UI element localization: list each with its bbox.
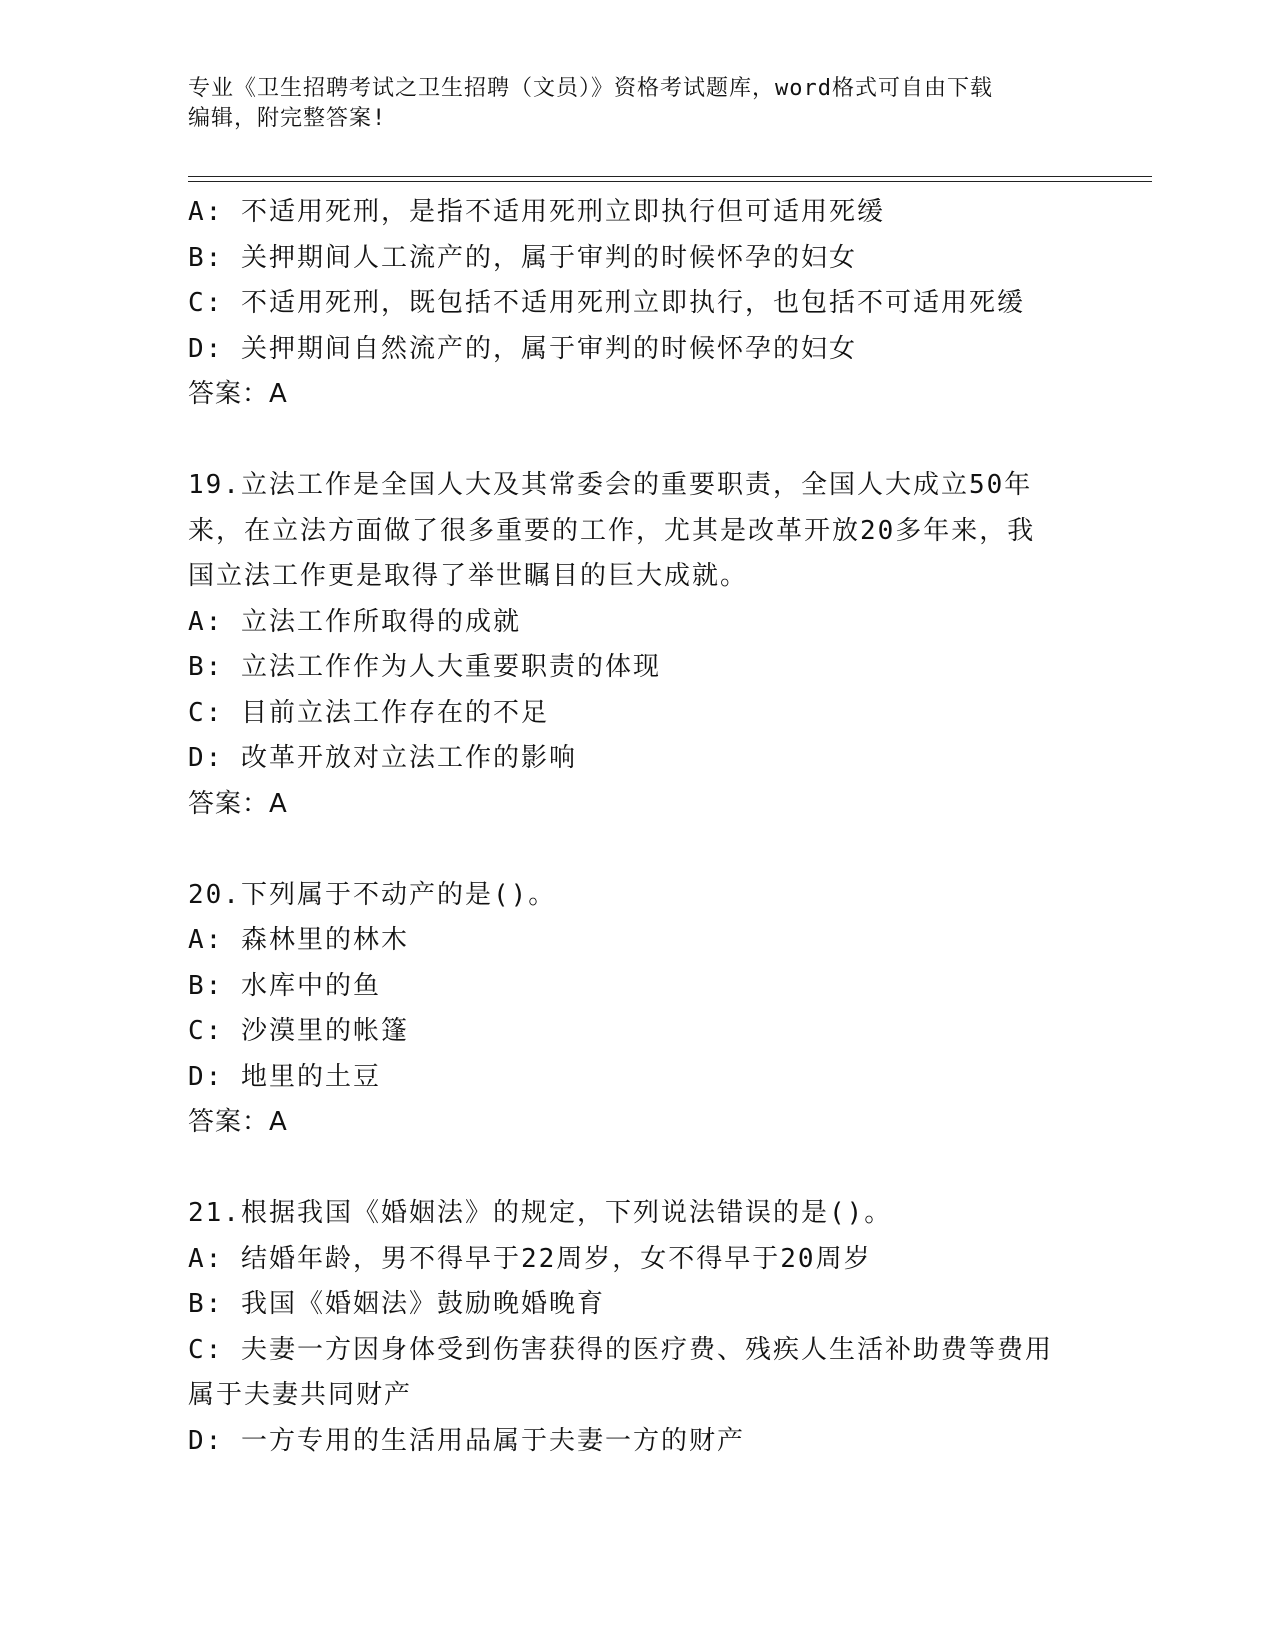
option-d: D: 地里的土豆 [188, 1061, 381, 1092]
question-stem: 20.下列属于不动产的是()。 [188, 879, 557, 910]
question-19 [188, 463, 1088, 827]
spacer [188, 418, 1088, 464]
option-c: C: 不适用死刑，既包括不适用死刑立即执行，也包括不可适用死缓 [188, 288, 1025, 318]
answer-label: 答案：A [188, 1107, 288, 1137]
question-21 [188, 1191, 1088, 1464]
option-a: A: 立法工作所取得的成就 [188, 606, 521, 637]
option-d: D: 改革开放对立法工作的影响 [188, 743, 577, 773]
option-c: C: 目前立法工作存在的不足 [188, 697, 549, 728]
option-c-line-2: 属于夫妻共同财产 [188, 1380, 413, 1410]
spacer [188, 1146, 1088, 1192]
option-a: A: 森林里的林木 [188, 925, 409, 955]
answer-label: 答案：A [188, 379, 288, 409]
answer-label: 答案：A [188, 788, 288, 819]
question-stem-line: 国立法工作更是取得了举世瞩目的巨大成就。 [188, 561, 749, 591]
option-b: B: 立法工作作为人大重要职责的体现 [188, 652, 661, 682]
question-stem: 21.根据我国《婚姻法》的规定，下列说法错误的是()。 [188, 1198, 893, 1228]
question-18-options [188, 190, 1088, 418]
option-d: D: 一方专用的生活用品属于夫妻一方的财产 [188, 1425, 745, 1456]
header-line-2: 编辑，附完整答案! [188, 106, 387, 131]
spacer [188, 827, 1088, 873]
document-header [188, 74, 1088, 134]
header-divider-bottom [188, 181, 1152, 182]
question-20 [188, 873, 1088, 1146]
option-a: A: 不适用死刑，是指不适用死刑立即执行但可适用死缓 [188, 197, 885, 227]
question-content [188, 190, 1088, 1464]
option-c: C: 沙漠里的帐篷 [188, 1016, 409, 1046]
option-c-line-1: C: 夫妻一方因身体受到伤害获得的医疗费、残疾人生活补助费等费用 [188, 1334, 1053, 1365]
option-b: B: 我国《婚姻法》鼓励晚婚晚育 [188, 1289, 605, 1319]
option-d: D: 关押期间自然流产的，属于审判的时候怀孕的妇女 [188, 333, 857, 364]
question-stem-line: 来，在立法方面做了很多重要的工作，尤其是改革开放20多年来，我 [188, 515, 1036, 546]
header-divider-top [188, 176, 1152, 177]
option-a: A: 结婚年龄，男不得早于22周岁，女不得早于20周岁 [188, 1243, 872, 1274]
header-line-1: 专业《卫生招聘考试之卫生招聘（文员）》资格考试题库，word格式可自由下载 [188, 76, 993, 101]
option-b: B: 关押期间人工流产的，属于审判的时候怀孕的妇女 [188, 242, 857, 273]
option-b: B: 水库中的鱼 [188, 970, 381, 1001]
question-stem-line: 19.立法工作是全国人大及其常委会的重要职责，全国人大成立50年 [188, 470, 1033, 500]
